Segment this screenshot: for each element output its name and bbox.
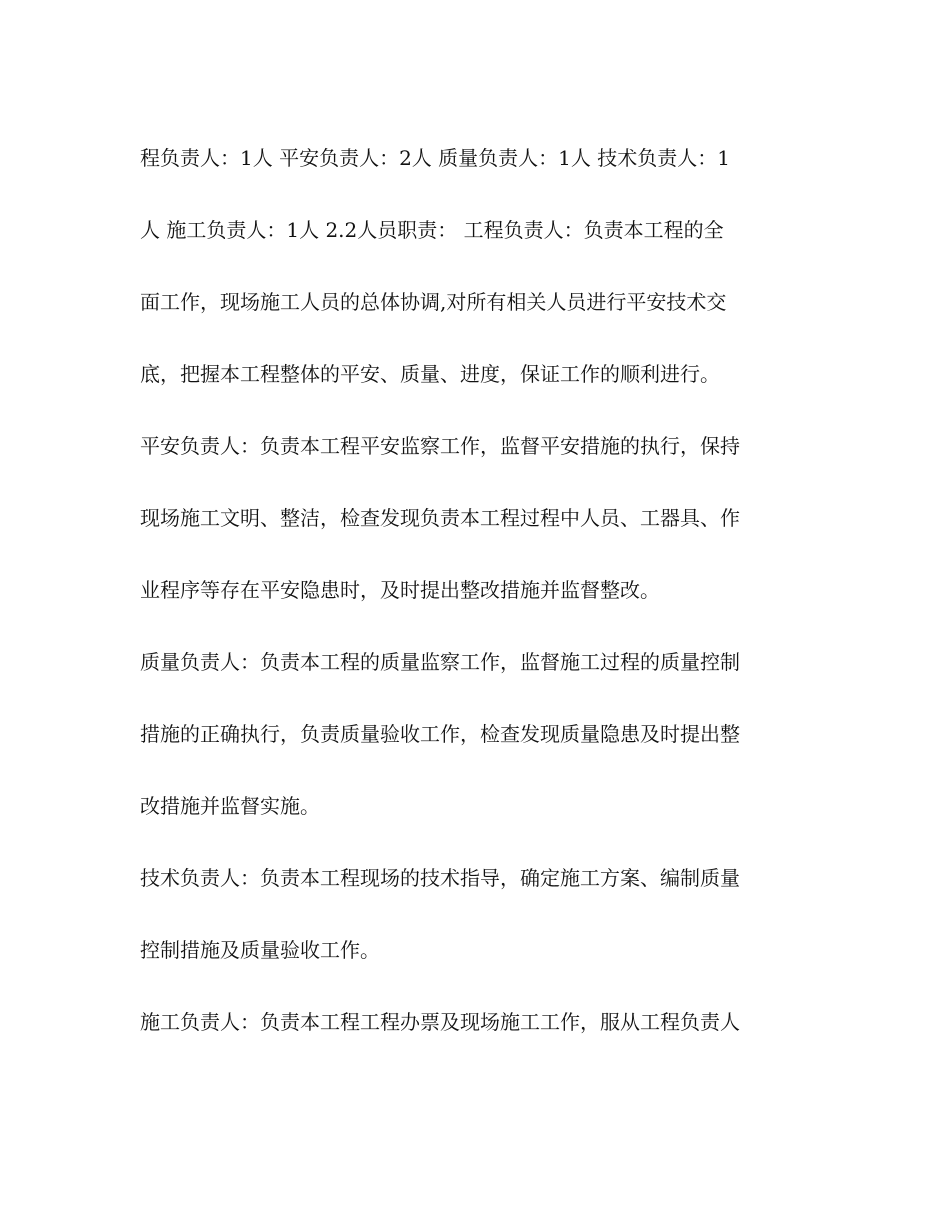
text-line-5: 平安负责人：负责本工程平安监察工作，监督平安措施的执行，保持 (140, 434, 740, 458)
text-line-13: 施工负责人：负责本工程工程办票及现场施工工作，服从工程负责人 (140, 1010, 740, 1034)
text-line-12: 控制措施及质量验收工作。 (140, 938, 380, 962)
text-line-11: 技术负责人：负责本工程现场的技术指导，确定施工方案、编制质量 (140, 866, 740, 890)
text-line-8: 质量负责人：负责本工程的质量监察工作，监督施工过程的质量控制 (140, 650, 740, 674)
text-line-10: 改措施并监督实施。 (140, 794, 320, 818)
text-line-3: 面工作，现场施工人员的总体协调,对所有相关人员进行平安技术交 (140, 290, 727, 314)
text-line-7: 业程序等存在平安隐患时，及时提出整改措施并监督整改。 (140, 578, 660, 602)
text-line-4: 底，把握本工程整体的平安、质量、进度，保证工作的顺利进行。 (140, 362, 720, 386)
text-line-1: 程负责人：1人 平安负责人：2人 质量负责人：1人 技术负责人：1 (140, 146, 730, 170)
text-line-9: 措施的正确执行，负责质量验收工作，检查发现质量隐患及时提出整 (140, 722, 740, 746)
text-line-6: 现场施工文明、整洁，检查发现负责本工程过程中人员、工器具、作 (140, 506, 740, 530)
text-line-2: 人 施工负责人：1人 2.2人员职责： 工程负责人：负责本工程的全 (140, 218, 724, 242)
